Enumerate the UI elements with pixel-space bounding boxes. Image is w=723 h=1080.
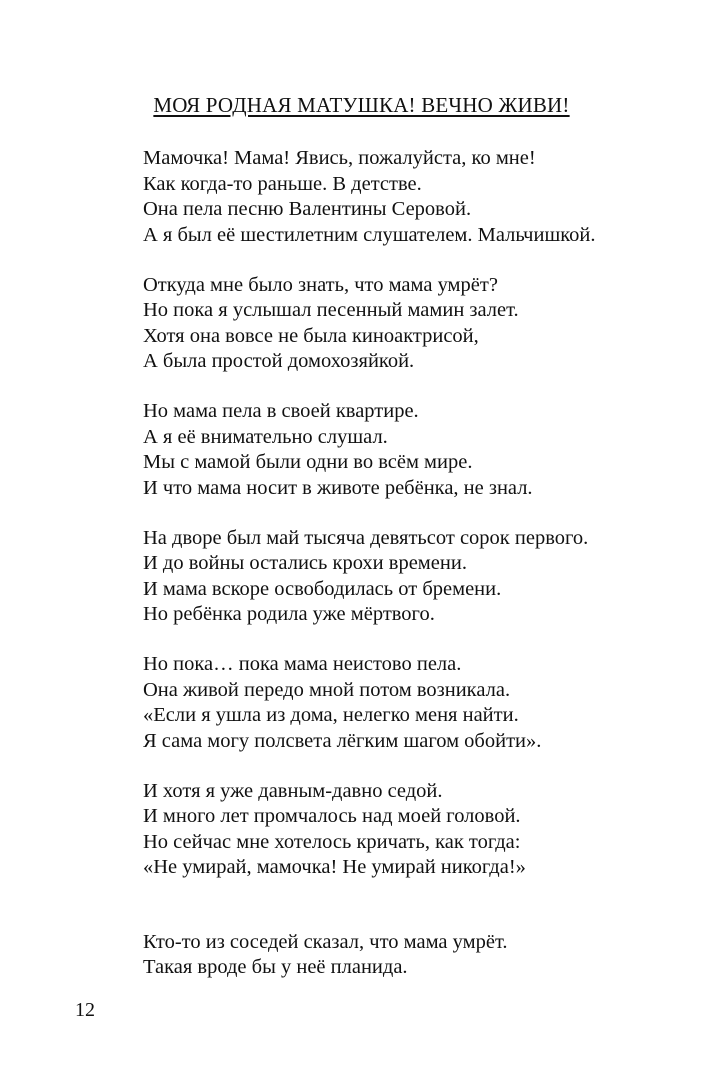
poem-line: Но мама пела в своей квартире. bbox=[143, 400, 419, 422]
poem-line: Она пела песню Валентины Серовой. bbox=[143, 198, 472, 220]
poem-line: На дворе был май тысяча девятьсот сорок первого. bbox=[143, 526, 589, 549]
poem-line: «Не умирай, мамочка! Не умирай никогда!» bbox=[143, 856, 526, 878]
poem-line: И хотя я уже давным-давно седой. bbox=[143, 779, 443, 802]
poem-title: МОЯ РОДНАЯ МАТУШКА! ВЕЧНО ЖИВИ! bbox=[153, 93, 570, 117]
poem-line: Но ребёнка родила уже мёртвого. bbox=[143, 603, 435, 625]
page-number: 12 bbox=[75, 999, 95, 1021]
poem-line: А я её внимательно слушал. bbox=[143, 425, 388, 448]
poem-line: Но пока я услышал песенный мамин залет. bbox=[143, 299, 519, 321]
stanza-5 bbox=[143, 652, 703, 754]
poem-line: Хотя она вовсе не была киноактрисой, bbox=[143, 324, 479, 347]
poem-line: Я сама могу полсвета лёгким шагом обойти». bbox=[143, 729, 542, 752]
poem-line: Но пока… пока мама неистово пела. bbox=[143, 653, 462, 675]
stanza-1 bbox=[143, 146, 703, 248]
poem-line: И что мама носит в животе ребёнка, не знал. bbox=[143, 476, 533, 499]
poem-line: Мамочка! Мама! Явись, пожалуйста, ко мне! bbox=[143, 147, 536, 169]
poem-body bbox=[143, 146, 703, 1005]
stanza-2 bbox=[143, 273, 703, 375]
stanza-4 bbox=[143, 526, 703, 628]
poem-line: Мы с мамой были одни во всём мире. bbox=[143, 451, 473, 473]
poem-line: «Если я ушла из дома, нелегко меня найти. bbox=[143, 704, 519, 726]
stanza-6 bbox=[143, 779, 703, 881]
poem-line: Но сейчас мне хотелось кричать, как тогда: bbox=[143, 830, 521, 853]
poem-line: И мама вскоре освободилась от бремени. bbox=[143, 577, 502, 600]
poem-line: Откуда мне было знать, что мама умрёт? bbox=[143, 273, 498, 296]
poem-line: Она живой передо мной потом возникала. bbox=[143, 678, 511, 701]
stanza-3 bbox=[143, 399, 703, 501]
stanza-7 bbox=[143, 930, 703, 981]
poem-line: А была простой домохозяйкой. bbox=[143, 350, 415, 372]
poem-line: Такая вроде бы у неё планида. bbox=[143, 956, 408, 978]
poem-line: И до войны остались крохи времени. bbox=[143, 552, 467, 574]
poem-line: И много лет промчалось над моей головой. bbox=[143, 805, 521, 827]
poem-line: А я был её шестилетним слушателем. Мальчишкой. bbox=[143, 223, 596, 246]
poem-line: Как когда-то раньше. В детстве. bbox=[143, 172, 422, 195]
poem-line: Кто-то из соседей сказал, что мама умрёт. bbox=[143, 930, 508, 953]
